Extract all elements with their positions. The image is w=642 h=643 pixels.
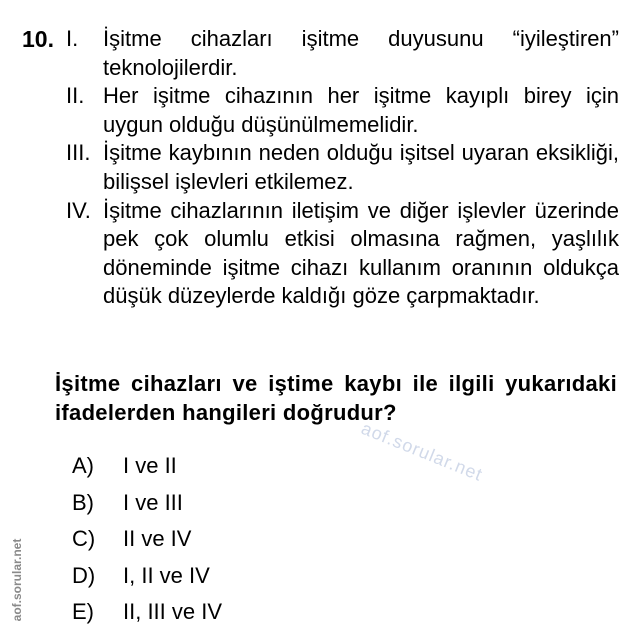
option-letter: A) — [72, 453, 94, 478]
option-text: II, III ve IV — [123, 599, 223, 624]
option-letter: B) — [72, 489, 94, 515]
statement-text: İşitme cihazlarının iletişim ve diğer işlevler üzerinde pek çok olumlu etkisi olmasına rağmen, yaşlılık döneminde işitme cihazı kullanım oranının oldukça düşük düzeylerde kaldığı göze çarpmaktadır. — [103, 197, 619, 309]
statement-numeral: IV. — [66, 197, 91, 223]
option-letter: E) — [72, 599, 94, 624]
option-text: I, II ve IV — [123, 562, 210, 588]
statement-3 — [66, 139, 619, 196]
option-letter: D) — [72, 562, 96, 588]
statement-text: Her işitme cihazının her işitme kayıplı birey için uygun olduğu düşünülmemelidir. — [103, 83, 619, 137]
option-text: I ve III — [123, 489, 183, 515]
statement-list — [66, 25, 619, 311]
statement-2 — [66, 82, 619, 139]
question-number: 10. — [22, 26, 54, 52]
option-d[interactable] — [72, 558, 222, 595]
option-letter: C) — [72, 526, 96, 551]
answer-options — [72, 448, 222, 631]
question-prompt: İşitme cihazları ve iştime kaybı ile ilgili yukarıdaki ifadelerden hangileri doğrudur? — [55, 371, 617, 425]
statement-numeral: III. — [66, 140, 91, 166]
statement-4 — [66, 197, 619, 311]
option-e[interactable] — [72, 594, 222, 631]
option-text: I ve II — [123, 453, 177, 478]
option-c[interactable] — [72, 521, 222, 558]
option-text: II ve IV — [123, 526, 192, 551]
option-b[interactable] — [72, 485, 222, 522]
statement-numeral: II. — [66, 83, 85, 109]
statement-text: İşitme cihazları işitme duyusunu “iyileştiren” teknolojilerdir. — [103, 26, 619, 80]
watermark-diagonal: aof.sorular.net — [358, 418, 486, 485]
statement-text: İşitme kaybının neden olduğu işitsel uyaran eksikliği, bilişsel işlevleri etkilemez. — [103, 140, 619, 194]
option-a[interactable] — [72, 448, 222, 485]
watermark-side: aof.sorular.net — [10, 538, 24, 622]
statement-numeral: I. — [66, 26, 79, 51]
statement-1 — [66, 25, 619, 82]
